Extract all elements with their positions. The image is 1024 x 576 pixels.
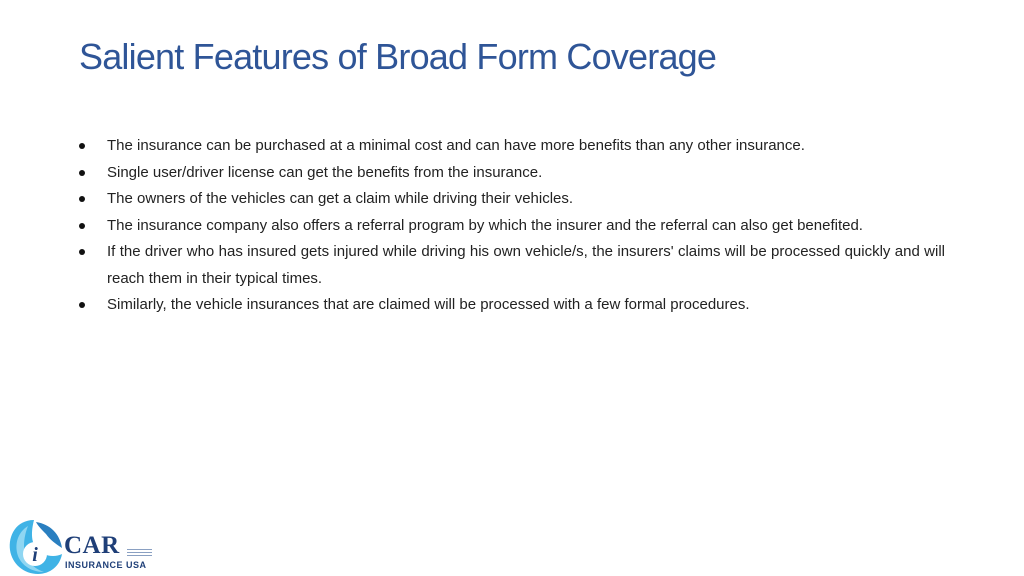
bullet-text: The insurance can be purchased at a minimal cost and can have more benefits than any other insurance.: [107, 137, 805, 154]
bullet-icon: [79, 223, 85, 229]
bullet-item: [79, 292, 945, 319]
bullet-text: The insurance company also offers a referral program by which the insurer and the referral can also get benefited.: [107, 216, 863, 234]
bullet-icon: [79, 143, 85, 149]
logo-name: CAR: [64, 532, 120, 559]
logo-tagline: INSURANCE USA: [65, 560, 147, 570]
bullet-icon: [79, 196, 85, 202]
bullet-item: [79, 186, 945, 213]
bullet-text: Single user/driver license can get the benefits from the insurance.: [107, 163, 543, 181]
bullet-list: [79, 133, 945, 319]
bullet-icon: [79, 302, 85, 308]
bullet-icon: [79, 249, 85, 255]
logo-mark-icon: [6, 518, 66, 576]
bullet-item: [79, 133, 945, 160]
company-logo: [6, 518, 156, 574]
bullet-item: [79, 239, 945, 292]
bullet-icon: [79, 170, 85, 176]
bullet-text: If the driver who has insured gets injured while driving his own vehicle/s, the insurers' claims will be processed quickly and will reach them in their typical times.: [107, 243, 945, 287]
bullet-text: Similarly, the vehicle insurances that are claimed will be processed with a few formal procedures.: [107, 296, 750, 313]
logo-letter: i: [32, 544, 38, 566]
logo-divider-lines: [127, 549, 152, 558]
bullet-item: [79, 160, 945, 187]
slide-title: Salient Features of Broad Form Coverage: [79, 36, 717, 77]
bullet-text: The owners of the vehicles can get a claim while driving their vehicles.: [107, 190, 574, 207]
bullet-item: [79, 213, 945, 240]
